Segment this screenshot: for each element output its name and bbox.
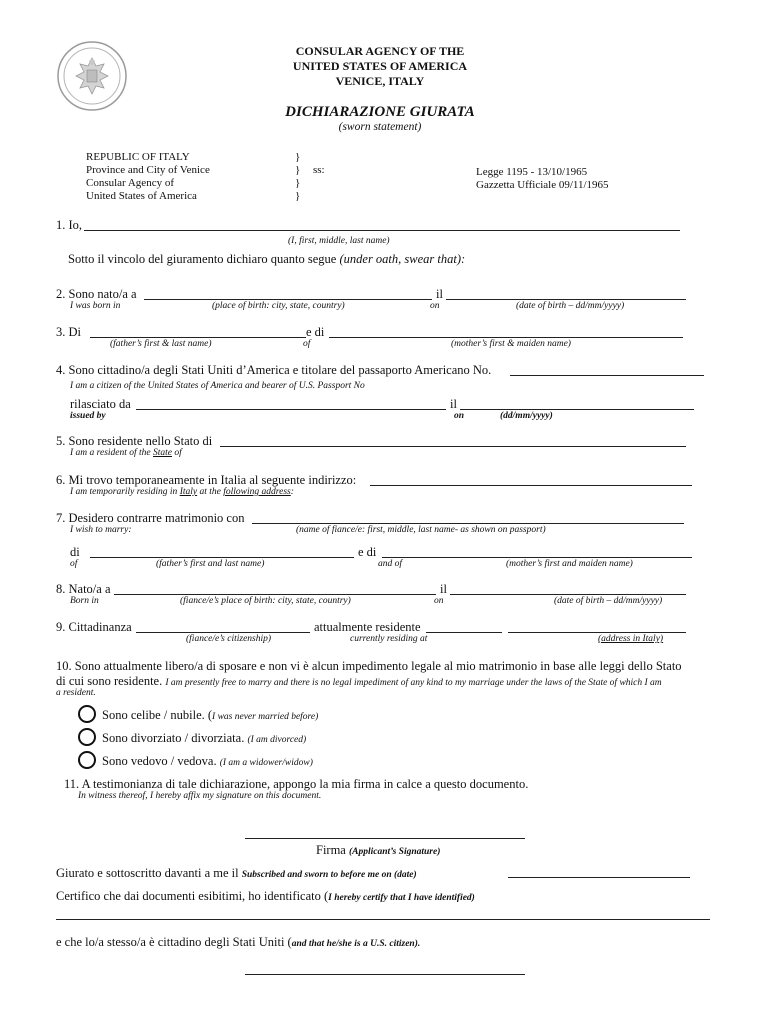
s9-hint-addr: (address in Italy) bbox=[598, 634, 664, 644]
s3-hint-mother: (mother’s first & maiden name) bbox=[451, 339, 571, 349]
agency-line-1: CONSULAR AGENCY OF THE bbox=[295, 44, 465, 58]
venue-line-4: United States of America bbox=[86, 190, 197, 202]
s6-hint-address: following address bbox=[223, 487, 291, 497]
s8-hint-on: on bbox=[434, 596, 444, 606]
s10-line3: a resident. bbox=[56, 688, 96, 698]
consular-seal-logo bbox=[56, 40, 128, 112]
s5-hint bbox=[70, 448, 182, 458]
fiance-birthplace-field[interactable] bbox=[114, 594, 436, 595]
brace: } bbox=[295, 151, 301, 163]
form-title: DICHIARAZIONE GIURATA bbox=[285, 104, 475, 120]
opt-single-it: Sono celibe / nubile. ( bbox=[102, 708, 213, 722]
divorced-radio[interactable] bbox=[78, 728, 96, 746]
s8-hint-born: Born in bbox=[70, 596, 99, 606]
firma-en: (Applicant’s Signature) bbox=[348, 847, 441, 857]
certify-label bbox=[56, 889, 475, 904]
s7-hint-wish: I wish to marry: bbox=[70, 525, 132, 535]
opt-widowed-en: (I am a widower/widow) bbox=[219, 758, 313, 768]
s5-hint-post: of bbox=[172, 448, 182, 458]
s7-hint-of: of bbox=[70, 559, 78, 569]
s4-hint-issued: issued by bbox=[70, 411, 106, 421]
fiance-birthdate-field[interactable] bbox=[450, 594, 686, 595]
s4-hint-on: on bbox=[454, 411, 465, 421]
s3-edi: e di bbox=[306, 325, 325, 339]
certify-it: Certifico che dai documenti esibitimi, ho identificato ( bbox=[56, 889, 329, 903]
opt-divorced-en: (I am divorced) bbox=[247, 735, 307, 745]
s6-label: 6. Mi trovo temporaneamente in Italia al seguente indirizzo: bbox=[56, 473, 357, 487]
state-residence-field[interactable] bbox=[220, 446, 686, 447]
s6-hint-pre: I am temporarily residing in bbox=[70, 487, 180, 497]
s2-il: il bbox=[436, 287, 443, 301]
citizen-label bbox=[56, 935, 420, 950]
widowed-radio[interactable] bbox=[78, 751, 96, 769]
s1-hint: (I, first, middle, last name) bbox=[288, 236, 390, 246]
signature-caption bbox=[316, 843, 440, 858]
s5-label: 5. Sono residente nello Stato di bbox=[56, 434, 213, 448]
sworn-en: Subscribed and sworn to before me on (date) bbox=[241, 870, 417, 880]
passport-date-field[interactable] bbox=[460, 409, 694, 410]
citizen-it: e che lo/a stesso/a è cittadino degli Stati Uniti ( bbox=[56, 935, 292, 949]
father-name-field[interactable] bbox=[90, 337, 306, 338]
fiance-address-field[interactable] bbox=[508, 632, 686, 633]
s7-hint-name: (name of fiance/e: first, middle, last name- as shown on passport) bbox=[296, 525, 546, 535]
s6-hint-mid: at the bbox=[197, 487, 224, 497]
s11-hint: In witness thereof, I hereby affix my signature on this document. bbox=[78, 791, 322, 801]
s5-hint-pre: I am a resident of the bbox=[70, 448, 154, 458]
s6-hint-italy: Italy bbox=[179, 487, 198, 497]
sworn-it: Giurato e sottoscritto davanti a me il bbox=[56, 866, 242, 880]
s5-hint-state: State bbox=[153, 448, 173, 458]
gazette-reference: Gazzetta Ufficiale 09/11/1965 bbox=[476, 179, 609, 191]
consular-signature-field[interactable] bbox=[245, 974, 525, 975]
fiance-mother-field[interactable] bbox=[382, 557, 692, 558]
s7-edi: e di bbox=[358, 545, 377, 559]
s1-label: 1. Io, bbox=[56, 218, 83, 232]
opt-single-en: I was never married before) bbox=[212, 712, 319, 722]
s2-hint-born: I was born in bbox=[70, 301, 121, 311]
s6-hint-post: : bbox=[290, 487, 294, 497]
opt-single-label bbox=[102, 708, 318, 723]
s4-label: 4. Sono cittadino/a degli Stati Uniti d’America e titolare del passaporto Americano No. bbox=[56, 363, 492, 377]
ss-label: ss: bbox=[313, 164, 325, 176]
s7-label: 7. Desidero contrarre matrimonio con bbox=[56, 511, 245, 525]
identified-person-field[interactable] bbox=[56, 919, 710, 920]
birthplace-field[interactable] bbox=[144, 299, 432, 300]
s7-hint-mother: (mother’s first and maiden name) bbox=[506, 559, 633, 569]
s8-label: 8. Nato/a a bbox=[56, 582, 111, 596]
venue-line-1: REPUBLIC OF ITALY bbox=[86, 151, 190, 163]
s7-di: di bbox=[70, 545, 80, 559]
s2-hint-place: (place of birth: city, state, country) bbox=[212, 301, 345, 311]
s10-line2-it: di cui sono residente. bbox=[56, 674, 166, 688]
s9-hint-cur: currently residing at bbox=[350, 634, 428, 644]
agency-line-3: VENICE, ITALY bbox=[335, 74, 425, 88]
opt-divorced-it: Sono divorziato / divorziata. bbox=[102, 731, 248, 745]
s8-hint-place: (fiance/e’s place of birth: city, state, country) bbox=[180, 596, 351, 606]
fiance-citizenship-field[interactable] bbox=[136, 632, 310, 633]
sworn-label bbox=[56, 866, 417, 881]
fiance-residence-field[interactable] bbox=[426, 632, 502, 633]
passport-issuer-field[interactable] bbox=[136, 409, 446, 410]
s11-label: 11. A testimonianza di tale dichiarazione, appongo la mia firma in calce a questo documento. bbox=[64, 777, 529, 791]
italy-address-field[interactable] bbox=[370, 485, 692, 486]
s3-hint-father: (father’s first & last name) bbox=[110, 339, 212, 349]
citizen-en: and that he/she is a U.S. citizen). bbox=[291, 939, 421, 949]
agency-line-2: UNITED STATES OF AMERICA bbox=[292, 59, 468, 73]
birthdate-field[interactable] bbox=[446, 299, 686, 300]
s3-label: 3. Di bbox=[56, 325, 81, 339]
mother-name-field[interactable] bbox=[329, 337, 683, 338]
s4-hint-date: (dd/mm/yyyy) bbox=[500, 411, 553, 421]
s9-resid: attualmente residente bbox=[314, 620, 421, 634]
s9-hint-cit: (fiance/e’s citizenship) bbox=[186, 634, 272, 644]
s8-il: il bbox=[440, 582, 447, 596]
s7-hint-andof: and of bbox=[378, 559, 403, 569]
s6-hint bbox=[70, 487, 294, 497]
s1-oath bbox=[68, 252, 465, 267]
s4-il: il bbox=[450, 397, 457, 411]
firma-label: Firma bbox=[316, 843, 349, 857]
opt-widowed-it: Sono vedovo / vedova. bbox=[102, 754, 220, 768]
brace: } bbox=[295, 164, 301, 176]
s4-ril: rilasciato da bbox=[70, 397, 131, 411]
passport-number-field[interactable] bbox=[510, 375, 704, 376]
single-radio[interactable] bbox=[78, 705, 96, 723]
fiance-father-field[interactable] bbox=[90, 557, 354, 558]
s8-hint-date: (date of birth – dd/mm/yyyy) bbox=[554, 596, 663, 606]
opt-widowed-label bbox=[102, 754, 313, 769]
applicant-signature-field[interactable] bbox=[245, 838, 525, 839]
opt-divorced-label bbox=[102, 731, 306, 746]
s9-label: 9. Cittadinanza bbox=[56, 620, 132, 634]
s2-label: 2. Sono nato/a a bbox=[56, 287, 137, 301]
s4-hint: I am a citizen of the United States of America and bearer of U.S. Passport No bbox=[70, 381, 365, 391]
certify-en: I hereby certify that I have identified) bbox=[328, 893, 475, 903]
fiance-name-field[interactable] bbox=[252, 523, 684, 524]
sworn-date-field[interactable] bbox=[508, 877, 690, 878]
applicant-name-field[interactable] bbox=[84, 230, 680, 231]
s10-line1: 10. Sono attualmente libero/a di sposare e non vi è alcun impedimento legale al mio matrimonio in base alle leggi dello Stato bbox=[56, 659, 682, 673]
law-reference: Legge 1195 - 13/10/1965 bbox=[476, 166, 588, 178]
s2-hint-on: on bbox=[430, 301, 440, 311]
s7-hint-father: (father’s first and last name) bbox=[156, 559, 265, 569]
venue-line-2: Province and City of Venice bbox=[86, 164, 210, 176]
form-subtitle: (sworn statement) bbox=[338, 121, 422, 133]
brace: } bbox=[295, 190, 301, 202]
s10-line2 bbox=[56, 674, 662, 689]
oath-it: Sotto il vincolo del giuramento dichiaro quanto segue bbox=[68, 252, 340, 266]
brace: } bbox=[295, 177, 301, 189]
s10-line2-en: I am presently free to marry and there is no legal impediment of any kind to my marriage under the laws of the State of which I am bbox=[165, 678, 662, 688]
s3-hint-of: of bbox=[303, 339, 311, 349]
venue-line-3: Consular Agency of bbox=[86, 177, 174, 189]
s2-hint-date: (date of birth – dd/mm/yyyy) bbox=[516, 301, 625, 311]
oath-en: (under oath, swear that): bbox=[339, 252, 466, 266]
